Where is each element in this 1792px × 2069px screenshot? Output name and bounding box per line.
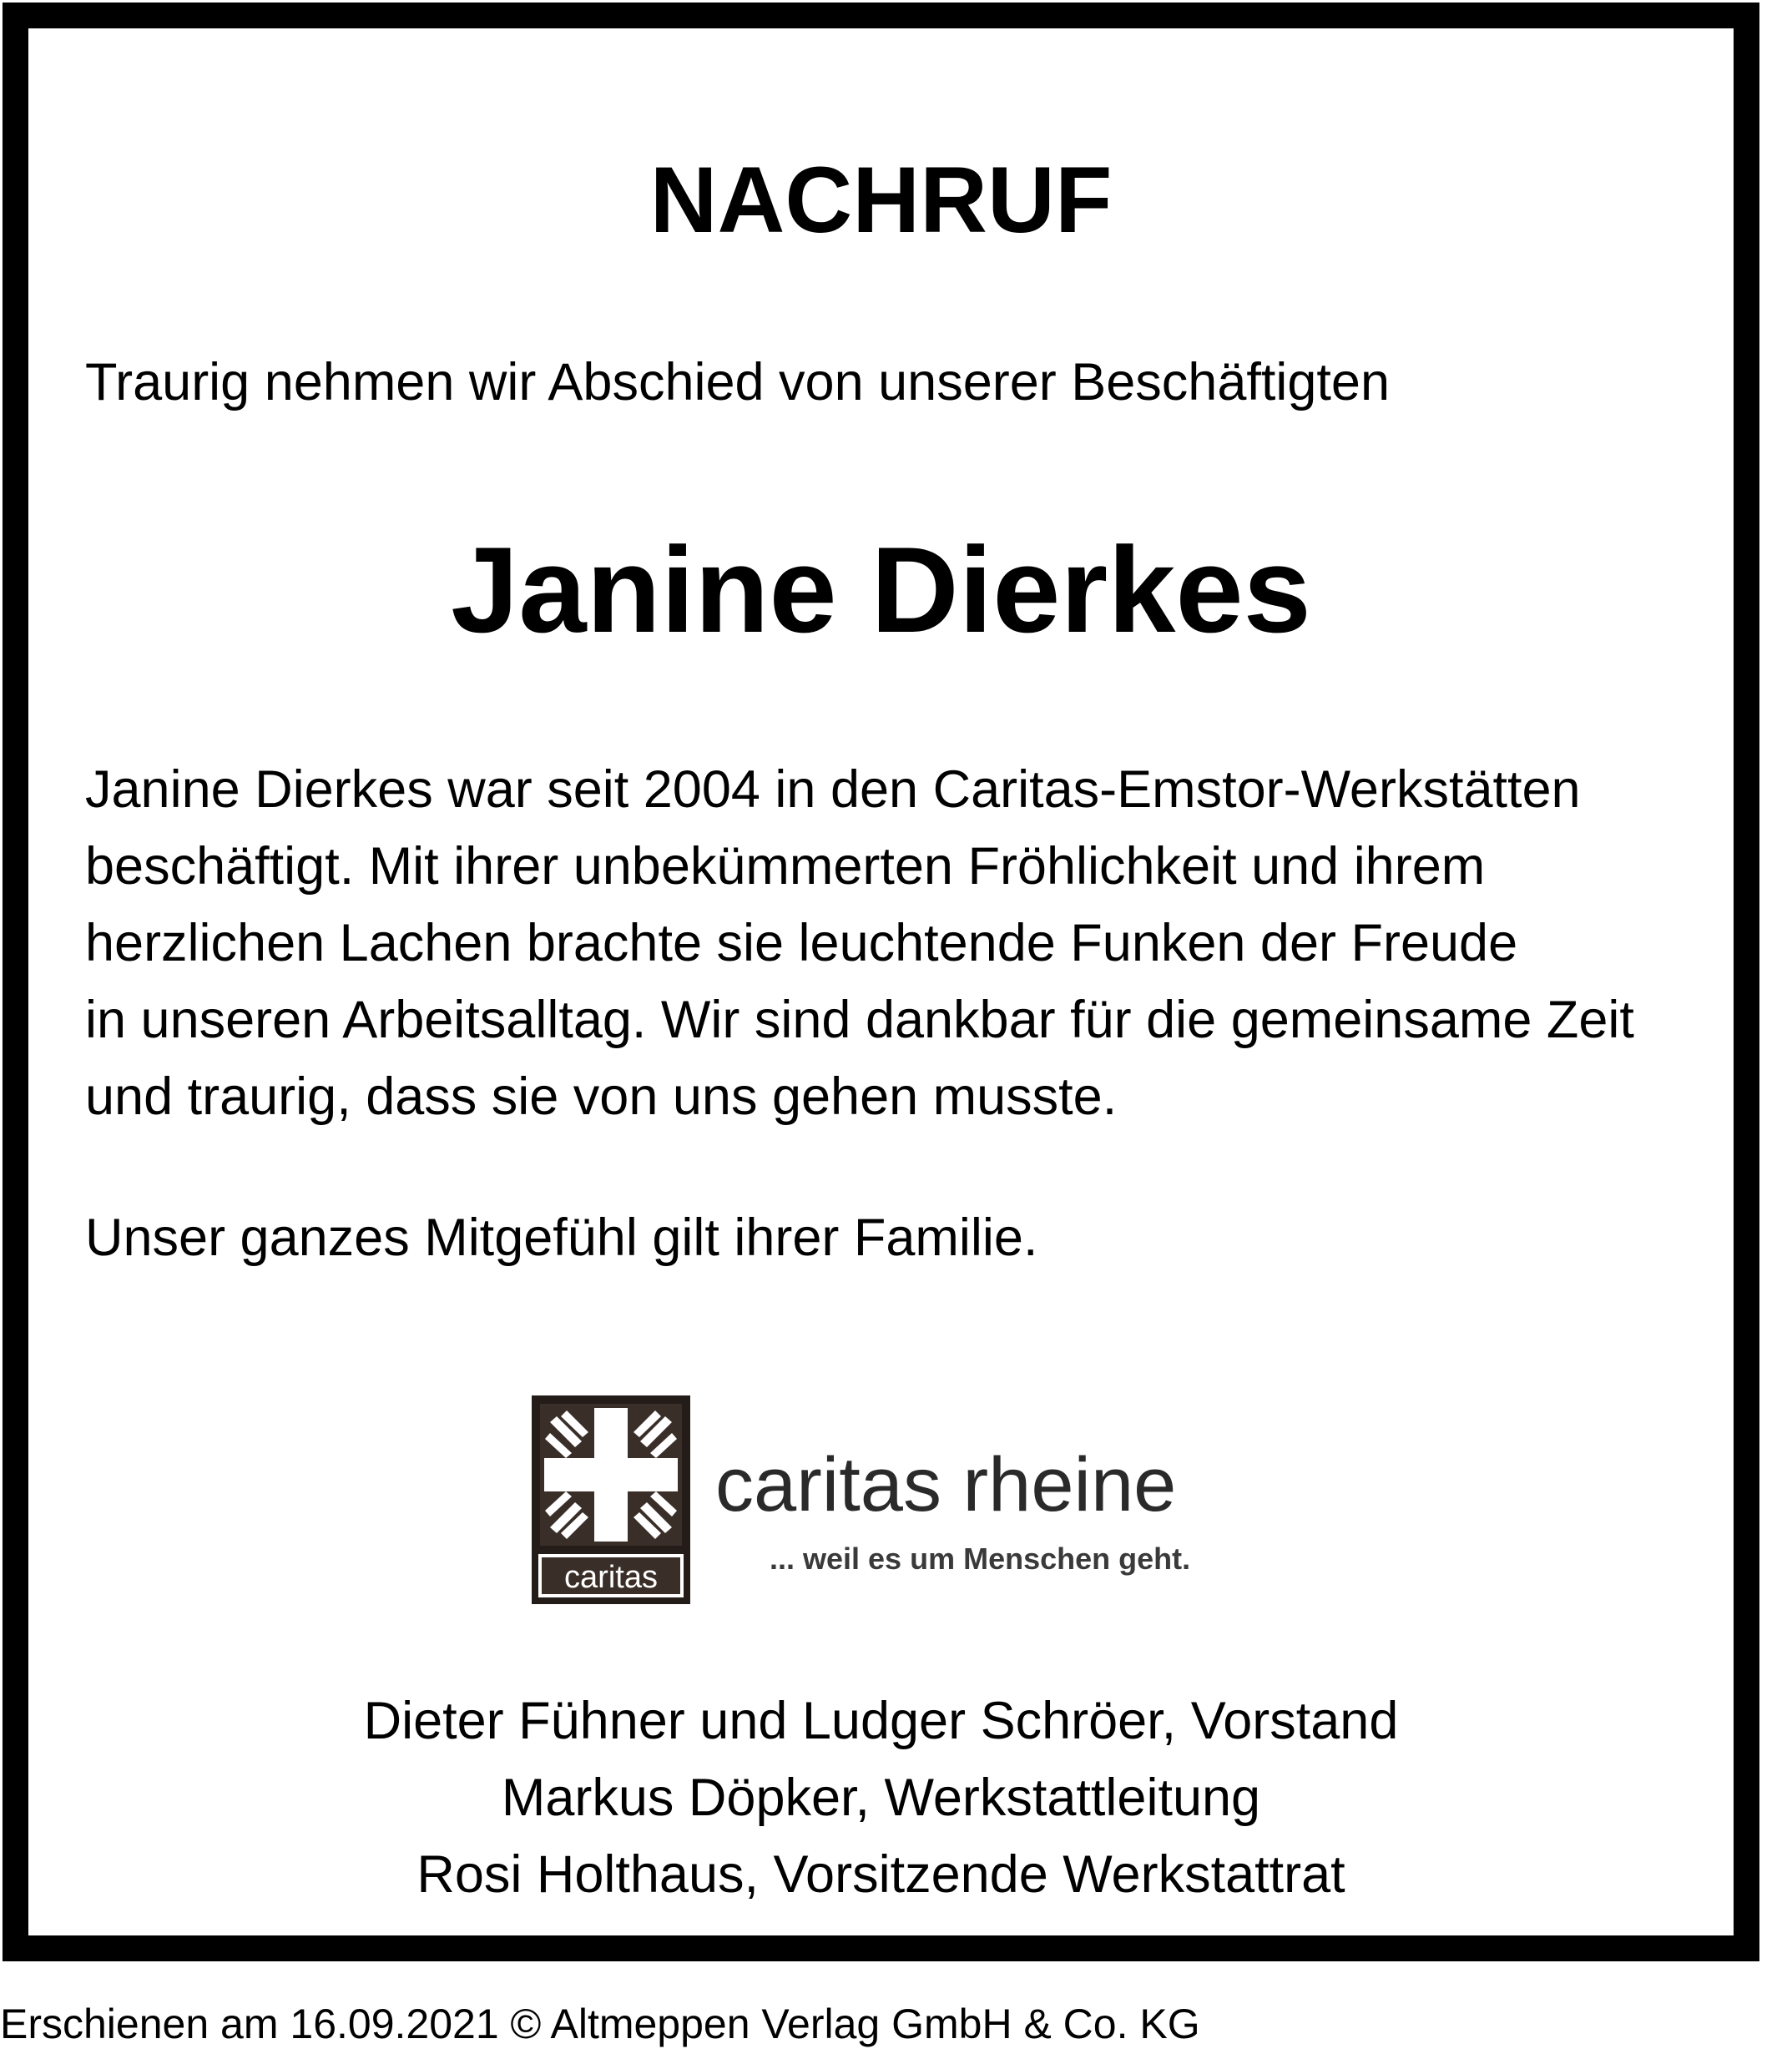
closing-text: Unser ganzes Mitgefühl gilt ihrer Familie.: [85, 1209, 1038, 1267]
signature-line: Markus Döpker, Werkstattleitung: [501, 1769, 1261, 1827]
caritas-logo: [532, 1387, 1291, 1607]
intro-text: Traurig nehmen wir Abschied von unserer Beschäftigten: [85, 353, 1391, 411]
signature-line: Dieter Fühner und Ludger Schröer, Vorstand: [363, 1692, 1399, 1750]
deceased-name: Janine Dierkes: [451, 522, 1311, 658]
signatures: [3, 1683, 1759, 1913]
publication-footer: Erschienen am 16.09.2021 © Altmeppen Verlag GmbH & Co. KG: [0, 2001, 1200, 2047]
logo-mark-text: caritas: [564, 1560, 658, 1595]
body-line: und traurig, dass sie von uns gehen musste.: [85, 1067, 1118, 1126]
logo-org-name: caritas rheine: [715, 1442, 1177, 1527]
notice-body: [85, 751, 1634, 1135]
obituary-frame: [3, 3, 1759, 1961]
logo-tagline: ... weil es um Menschen geht.: [770, 1542, 1191, 1576]
body-line: herzlichen Lachen brachte sie leuchtende Funken der Freude: [85, 914, 1518, 972]
body-line: Janine Dierkes war seit 2004 in den Caritas-Emstor-Werkstätten: [85, 760, 1581, 819]
body-line: beschäftigt. Mit ihrer unbekümmerten Fröhlichkeit und ihrem: [85, 837, 1486, 896]
signature-line: Rosi Holthaus, Vorsitzende Werkstattrat: [416, 1845, 1345, 1904]
notice-heading: NACHRUF: [649, 148, 1113, 252]
body-line: in unseren Arbeitsalltag. Wir sind dankbar für die gemeinsame Zeit: [85, 991, 1634, 1049]
